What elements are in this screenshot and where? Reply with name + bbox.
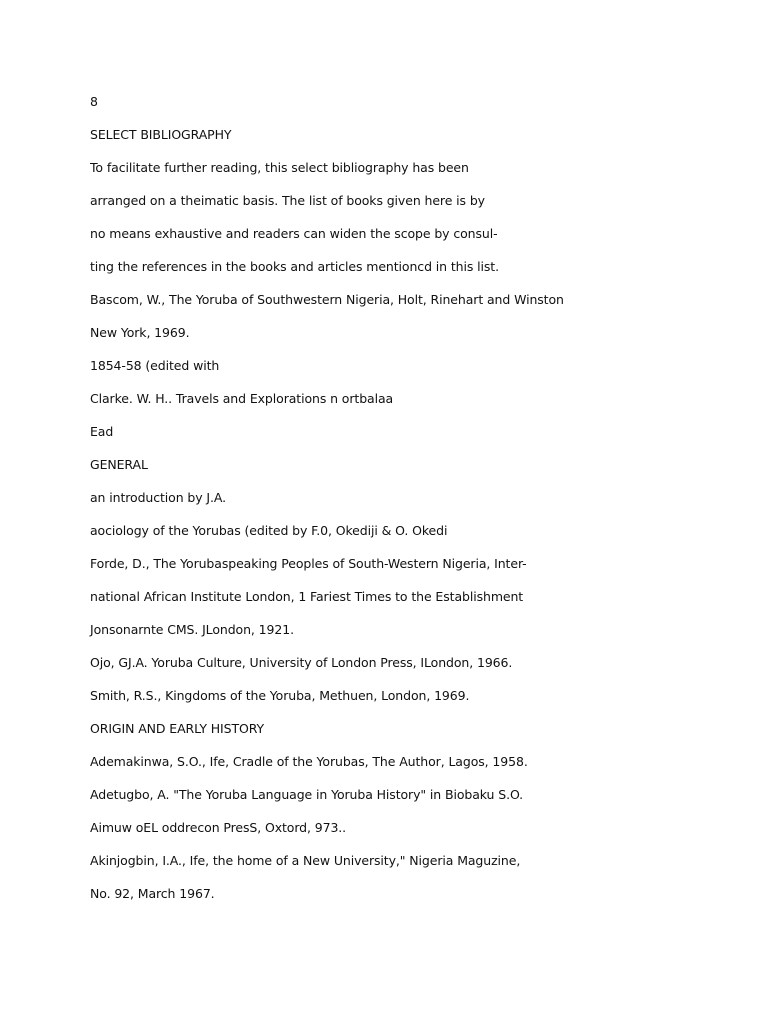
bibliography-entry: Forde, D., The Yorubaspeaking Peoples of South-Western Nigeria, Inter-	[90, 556, 527, 571]
text-line: Aimuw oEL oddrecon PresS, Oxtord, 973..	[90, 820, 347, 835]
bibliography-entry: Smith, R.S., Kingdoms of the Yoruba, Methuen, London, 1969.	[90, 688, 470, 703]
text-line: no means exhaustive and readers can widen the scope by consul-	[90, 226, 498, 241]
text-line: an introduction by J.A.	[90, 490, 226, 505]
bibliography-entry: Clarke. W. H.. Travels and Explorations n ortbalaa	[90, 391, 394, 406]
bibliography-entry: Ademakinwa, S.O., Ife, Cradle of the Yorubas, The Author, Lagos, 1958.	[90, 754, 528, 769]
section-heading-general: GENERAL	[90, 457, 148, 472]
text-line: Jonsonarnte CMS. JLondon, 1921.	[90, 622, 294, 637]
text-line: To facilitate further reading, this select bibliography has been	[90, 160, 469, 175]
text-line: arranged on a theimatic basis. The list of books given here is by	[90, 193, 485, 208]
text-lines	[90, 92, 730, 917]
bibliography-entry: Adetugbo, A. "The Yoruba Language in Yoruba History" in Biobaku S.O.	[90, 787, 524, 802]
text-line: aociology of the Yorubas (edited by F.0, Okediji & O. Okedi	[90, 523, 448, 538]
bibliography-entry: national African Institute London, 1 Fariest Times to the Establishment	[90, 589, 524, 604]
bibliography-entry: New York, 1969.	[90, 325, 190, 340]
page-number: 8	[90, 94, 98, 109]
bibliography-entry: Ojo, GJ.A. Yoruba Culture, University of London Press, ILondon, 1966.	[90, 655, 513, 670]
text-line: ting the references in the books and articles mentioncd in this list.	[90, 259, 499, 274]
bibliography-entry: Akinjogbin, I.A., Ife, the home of a New University," Nigeria Maguzine,	[90, 853, 521, 868]
bibliography-entry: Bascom, W., The Yoruba of Southwestern Nigeria, Holt, Rinehart and Winston	[90, 292, 564, 307]
text-line: 1854-58 (edited with	[90, 358, 220, 373]
bibliography-entry: No. 92, March 1967.	[90, 886, 215, 901]
section-heading-select-bibliography: SELECT BIBLIOGRAPHY	[90, 127, 232, 142]
text-line: Ead	[90, 424, 114, 439]
section-heading-origin-and-early-history: ORIGIN AND EARLY HISTORY	[90, 721, 265, 736]
